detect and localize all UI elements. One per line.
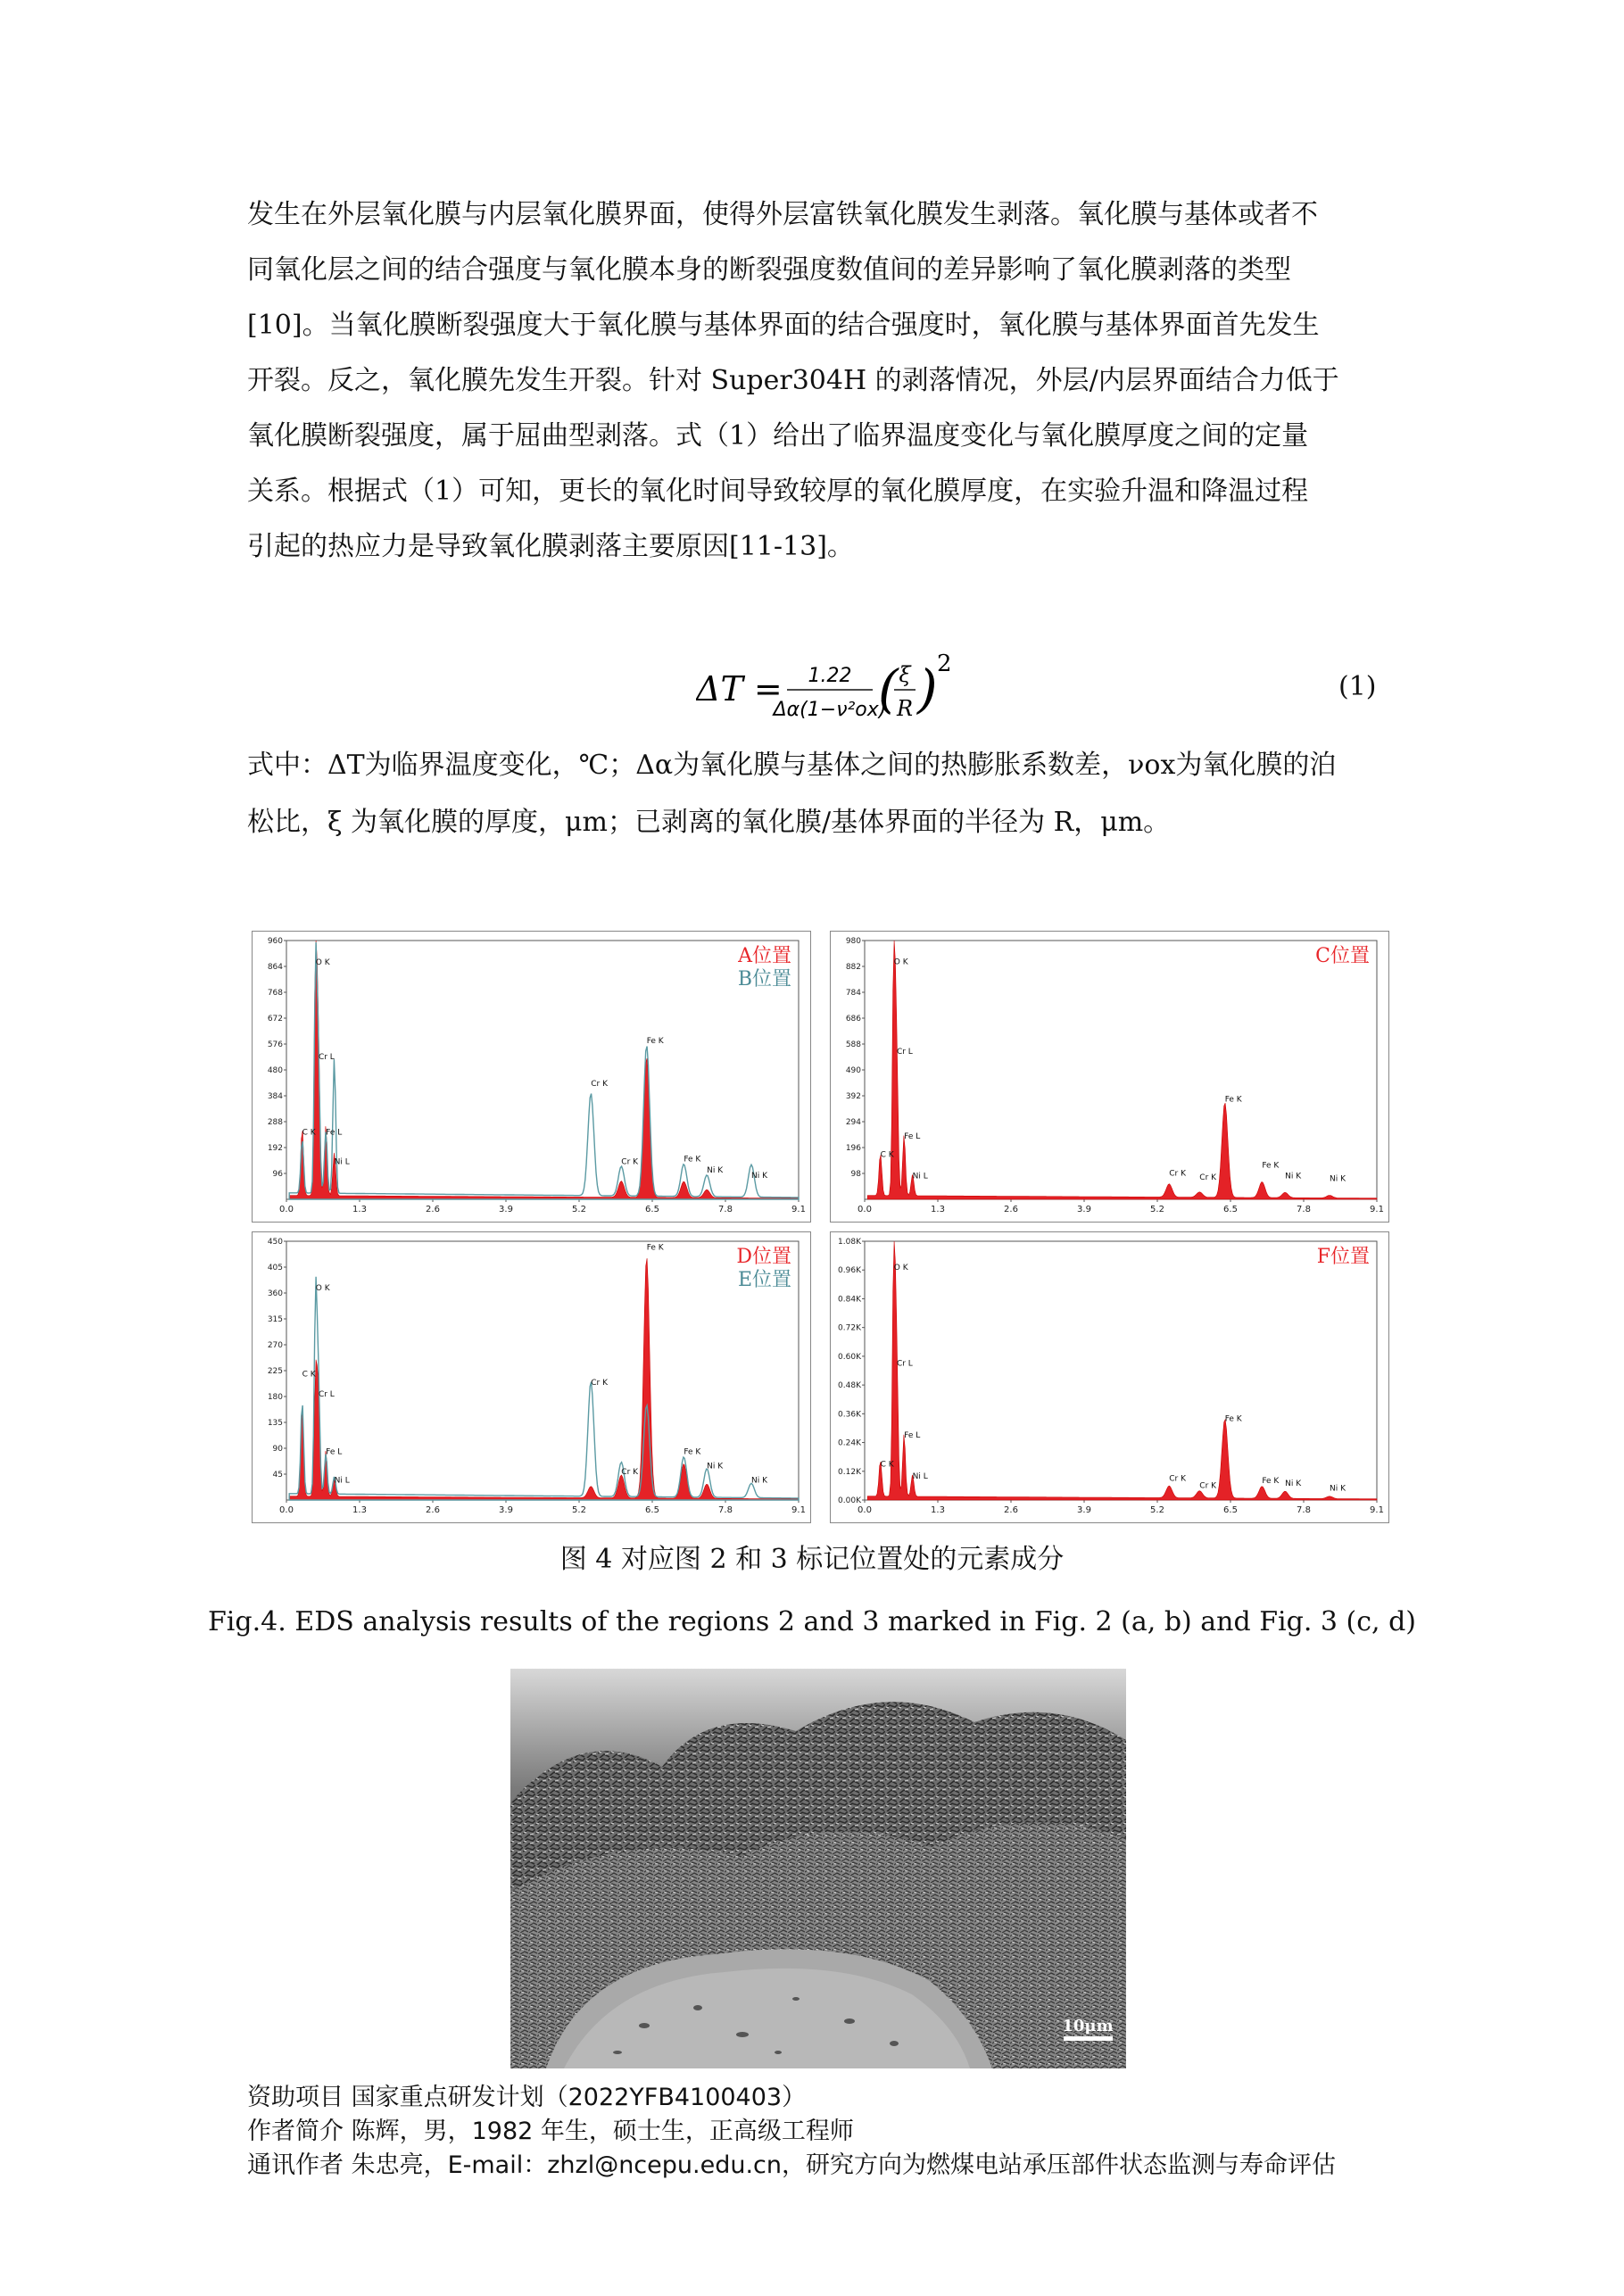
body-line: 关系。根据式（1）可知，更长的氧化时间导致较厚的氧化膜厚度，在实验升温和降温过程 <box>247 476 1309 507</box>
x-tick-label: 7.8 <box>718 1205 733 1214</box>
eds-panel-f <box>830 1231 1389 1523</box>
equation-1 <box>696 651 1017 735</box>
peak-label: Cr K <box>1169 1474 1186 1484</box>
peak-label: Fe K <box>684 1447 701 1457</box>
x-tick-label: 5.2 <box>572 1505 586 1515</box>
y-tick-label: 0.60K <box>838 1352 861 1362</box>
definitions <box>247 737 1392 851</box>
peak-label: Ni L <box>912 1471 928 1481</box>
plot-frame <box>286 941 799 1199</box>
peak-label: C K <box>302 1370 316 1380</box>
x-tick-label: 6.5 <box>1223 1205 1238 1214</box>
x-tick-label: 1.3 <box>931 1505 945 1515</box>
x-tick-label: 6.5 <box>1223 1505 1238 1515</box>
x-tick-label: 6.5 <box>645 1505 659 1515</box>
y-tick-label: 0.96K <box>838 1266 861 1276</box>
figure-caption-en: Fig.4. EDS analysis results of the regions 2 and 3 marked in Fig. 2 (a, b) and Fig. 3 (c, d) <box>207 1606 1417 1637</box>
peak-label: Cr K <box>1199 1481 1217 1491</box>
peak-label: Cr L <box>318 1052 335 1062</box>
x-tick-label: 7.8 <box>718 1505 733 1515</box>
body-line: 引起的热应力是导致氧化膜剥落主要原因[11-13]。 <box>247 531 854 562</box>
peak-label: Cr K <box>1199 1173 1217 1182</box>
equation-denominator: Δα(1−ν²ox) <box>773 699 887 721</box>
legend-entry: A位置 <box>738 945 791 967</box>
y-tick-label: 0.84K <box>838 1295 861 1305</box>
y-tick-label: 294 <box>845 1118 861 1127</box>
peak-label: Ni L <box>334 1476 350 1486</box>
peak-label: Cr K <box>591 1379 608 1388</box>
definition-line: 松比，ξ 为氧化膜的厚度，μm；已剥离的氧化膜/基体界面的半径为 R，μm。 <box>247 807 1171 838</box>
sem-micrograph <box>510 1669 1126 2068</box>
y-tick-label: 0.36K <box>838 1410 861 1420</box>
peak-label: Fe K <box>684 1155 701 1165</box>
x-tick-label: 9.1 <box>1370 1205 1384 1214</box>
peak-label: Fe L <box>904 1131 921 1141</box>
x-tick-label: 2.6 <box>1004 1205 1018 1214</box>
y-tick-label: 588 <box>845 1040 861 1049</box>
peak-label: Ni L <box>912 1172 928 1181</box>
y-tick-label: 192 <box>267 1144 283 1153</box>
equation-exponent: 2 <box>937 651 952 677</box>
x-tick-label: 1.3 <box>352 1505 367 1515</box>
x-tick-label: 0.0 <box>279 1505 294 1515</box>
x-tick-label: 1.3 <box>352 1205 367 1214</box>
x-tick-label: 6.5 <box>645 1205 659 1214</box>
body-line: 同氧化层之间的结合强度与氧化膜本身的断裂强度数值间的差异影响了氧化膜剥落的类型 <box>247 254 1291 286</box>
body-line: 氧化膜断裂强度，属于屈曲型剥落。式（1）给出了临界温度变化与氧化膜厚度之间的定量 <box>247 420 1309 452</box>
x-tick-label: 0.0 <box>858 1505 872 1515</box>
peak-label: O K <box>315 958 330 968</box>
peak-label: Cr L <box>896 1048 913 1057</box>
legend-entry: C位置 <box>1315 945 1370 967</box>
x-tick-label: 2.6 <box>426 1205 440 1214</box>
y-tick-label: 315 <box>267 1315 283 1324</box>
x-tick-label: 3.9 <box>1077 1505 1091 1515</box>
y-tick-label: 225 <box>267 1367 283 1376</box>
scale-bar <box>1064 2036 1113 2041</box>
peak-label: Fe K <box>1262 1161 1280 1171</box>
y-tick-label: 490 <box>845 1066 861 1075</box>
peak-label: Fe K <box>646 1243 664 1253</box>
eds-panel-ab <box>252 931 811 1223</box>
peak-label: Cr K <box>1169 1169 1186 1179</box>
x-tick-label: 9.1 <box>791 1505 806 1515</box>
peak-label: C K <box>302 1128 316 1138</box>
y-tick-label: 768 <box>267 989 283 998</box>
y-tick-label: 0.72K <box>838 1323 861 1333</box>
peak-label: C K <box>880 1150 894 1160</box>
peak-label: Ni K <box>751 1476 768 1486</box>
x-tick-label: 0.0 <box>858 1205 872 1214</box>
y-tick-label: 960 <box>267 937 283 946</box>
y-tick-label: 0.24K <box>838 1438 861 1448</box>
eds-chart-c <box>831 932 1388 1222</box>
y-tick-label: 864 <box>267 963 283 972</box>
eds-chart-f <box>831 1232 1388 1522</box>
y-tick-label: 0.12K <box>838 1467 861 1477</box>
body-line: 开裂。反之，氧化膜先发生开裂。针对 Super304H 的剥落情况，外层/内层界面结合力低于 <box>247 365 1339 396</box>
legend-entry: E位置 <box>737 1269 791 1291</box>
equation-numerator: 1.22 <box>808 665 852 687</box>
figure-caption-cn: 图 4 对应图 2 和 3 标记位置处的元素成分 <box>559 1544 1065 1575</box>
plot-frame <box>865 1241 1377 1500</box>
footnote-funding: 资助项目 国家重点研发计划（2022YFB4100403） <box>247 2084 807 2111</box>
y-tick-label: 45 <box>272 1471 283 1480</box>
peak-label: Ni K <box>1330 1174 1346 1184</box>
y-tick-label: 0.48K <box>838 1381 861 1391</box>
peak-label: Ni K <box>1285 1479 1302 1488</box>
peak-label: Fe L <box>326 1447 343 1457</box>
x-tick-label: 5.2 <box>1150 1505 1164 1515</box>
y-tick-label: 686 <box>845 1015 861 1024</box>
peak-label: Fe K <box>1262 1477 1280 1487</box>
eds-chart-de <box>253 1232 810 1522</box>
x-tick-label: 2.6 <box>426 1505 440 1515</box>
eds-panel-c <box>830 931 1389 1223</box>
y-tick-label: 0.00K <box>838 1496 861 1505</box>
peak-label: O K <box>315 1283 330 1293</box>
peak-label: Cr L <box>318 1390 335 1399</box>
x-tick-label: 1.3 <box>931 1205 945 1214</box>
x-tick-label: 3.9 <box>499 1205 513 1214</box>
y-tick-label: 135 <box>267 1419 283 1428</box>
x-tick-label: 3.9 <box>1077 1205 1091 1214</box>
peak-label: Fe K <box>1224 1414 1242 1424</box>
peak-label: Ni K <box>707 1165 724 1175</box>
y-tick-label: 576 <box>267 1040 283 1049</box>
footnote-author: 作者简介 陈辉，男，1982 年生，硕士生，正高级工程师 <box>247 2118 854 2145</box>
peak-label: Ni K <box>1285 1172 1302 1181</box>
body-line: [10]。当氧化膜断裂强度大于氧化膜与基体界面的结合强度时，氧化膜与基体界面首先发生 <box>247 310 1320 341</box>
x-tick-label: 7.8 <box>1297 1205 1311 1214</box>
peak-label: Ni K <box>1330 1484 1346 1494</box>
y-tick-label: 672 <box>267 1015 283 1024</box>
y-tick-label: 360 <box>267 1289 283 1298</box>
y-tick-label: 784 <box>845 989 861 998</box>
plot-frame <box>865 941 1377 1199</box>
x-tick-label: 0.0 <box>279 1205 294 1214</box>
y-tick-label: 96 <box>272 1170 283 1179</box>
y-tick-label: 882 <box>845 963 861 972</box>
equation-paren-numerator: ξ <box>899 662 911 687</box>
y-tick-label: 405 <box>267 1264 283 1272</box>
x-tick-label: 5.2 <box>1150 1205 1164 1214</box>
peak-label: Fe K <box>646 1036 664 1046</box>
y-tick-label: 980 <box>845 937 861 946</box>
peak-label: O K <box>893 957 908 967</box>
y-tick-label: 392 <box>845 1092 861 1101</box>
peak-label: Cr K <box>621 1157 639 1167</box>
svg-text:): ) <box>917 659 938 719</box>
equation-lhs: ΔT = <box>696 669 783 709</box>
eds-panel-de <box>252 1231 811 1523</box>
peak-label: Fe K <box>1224 1095 1242 1105</box>
x-tick-label: 2.6 <box>1004 1505 1018 1515</box>
y-tick-label: 450 <box>267 1238 283 1247</box>
peak-label: Cr K <box>591 1080 608 1090</box>
peak-label: Cr L <box>896 1359 913 1369</box>
peak-label: Cr K <box>621 1468 639 1477</box>
equation-paren-denominator: R <box>896 696 914 721</box>
legend-entry: D位置 <box>736 1246 791 1268</box>
y-tick-label: 288 <box>267 1118 283 1127</box>
legend-entry: F位置 <box>1316 1246 1370 1268</box>
sem-image <box>510 1669 1126 2068</box>
y-tick-label: 196 <box>845 1144 861 1153</box>
x-tick-label: 9.1 <box>1370 1505 1384 1515</box>
equation-number: (1) <box>1338 671 1377 702</box>
x-tick-label: 7.8 <box>1297 1505 1311 1515</box>
y-tick-label: 270 <box>267 1341 283 1350</box>
peak-label: Ni K <box>707 1462 724 1471</box>
x-tick-label: 5.2 <box>572 1205 586 1214</box>
peak-label: C K <box>880 1460 894 1470</box>
equation-render <box>696 651 1017 732</box>
x-tick-label: 3.9 <box>499 1505 513 1515</box>
legend-entry: B位置 <box>737 968 791 991</box>
y-tick-label: 384 <box>267 1092 283 1101</box>
body-paragraph <box>247 187 1392 575</box>
plot-frame <box>286 1241 799 1500</box>
definition-line: 式中：ΔT为临界温度变化，℃；Δα为氧化膜与基体之间的热膨胀系数差，νox为氧化膜的泊 <box>247 750 1337 781</box>
peak-label: Fe L <box>904 1431 921 1441</box>
eds-chart-ab <box>253 932 810 1222</box>
body-line: 发生在外层氧化膜与内层氧化膜界面，使得外层富铁氧化膜发生剥落。氧化膜与基体或者不 <box>247 199 1318 230</box>
peak-label: Ni L <box>334 1157 350 1167</box>
peak-label: Fe L <box>326 1128 343 1138</box>
y-tick-label: 90 <box>272 1445 283 1454</box>
y-tick-label: 98 <box>850 1170 861 1179</box>
y-tick-label: 180 <box>267 1393 283 1402</box>
svg-text:(: ( <box>878 659 899 719</box>
peak-label: Ni K <box>751 1171 768 1181</box>
peak-label: O K <box>893 1264 908 1273</box>
y-tick-label: 1.08K <box>838 1238 861 1247</box>
scale-bar-label: 10μm <box>1062 2017 1114 2035</box>
x-tick-label: 9.1 <box>791 1205 806 1214</box>
y-tick-label: 480 <box>267 1066 283 1075</box>
footnote-corresponding: 通讯作者 朱忠亮，E-mail：zhzl@ncepu.edu.cn，研究方向为燃煤电站承压部件状态监测与寿命评估 <box>247 2151 1336 2179</box>
